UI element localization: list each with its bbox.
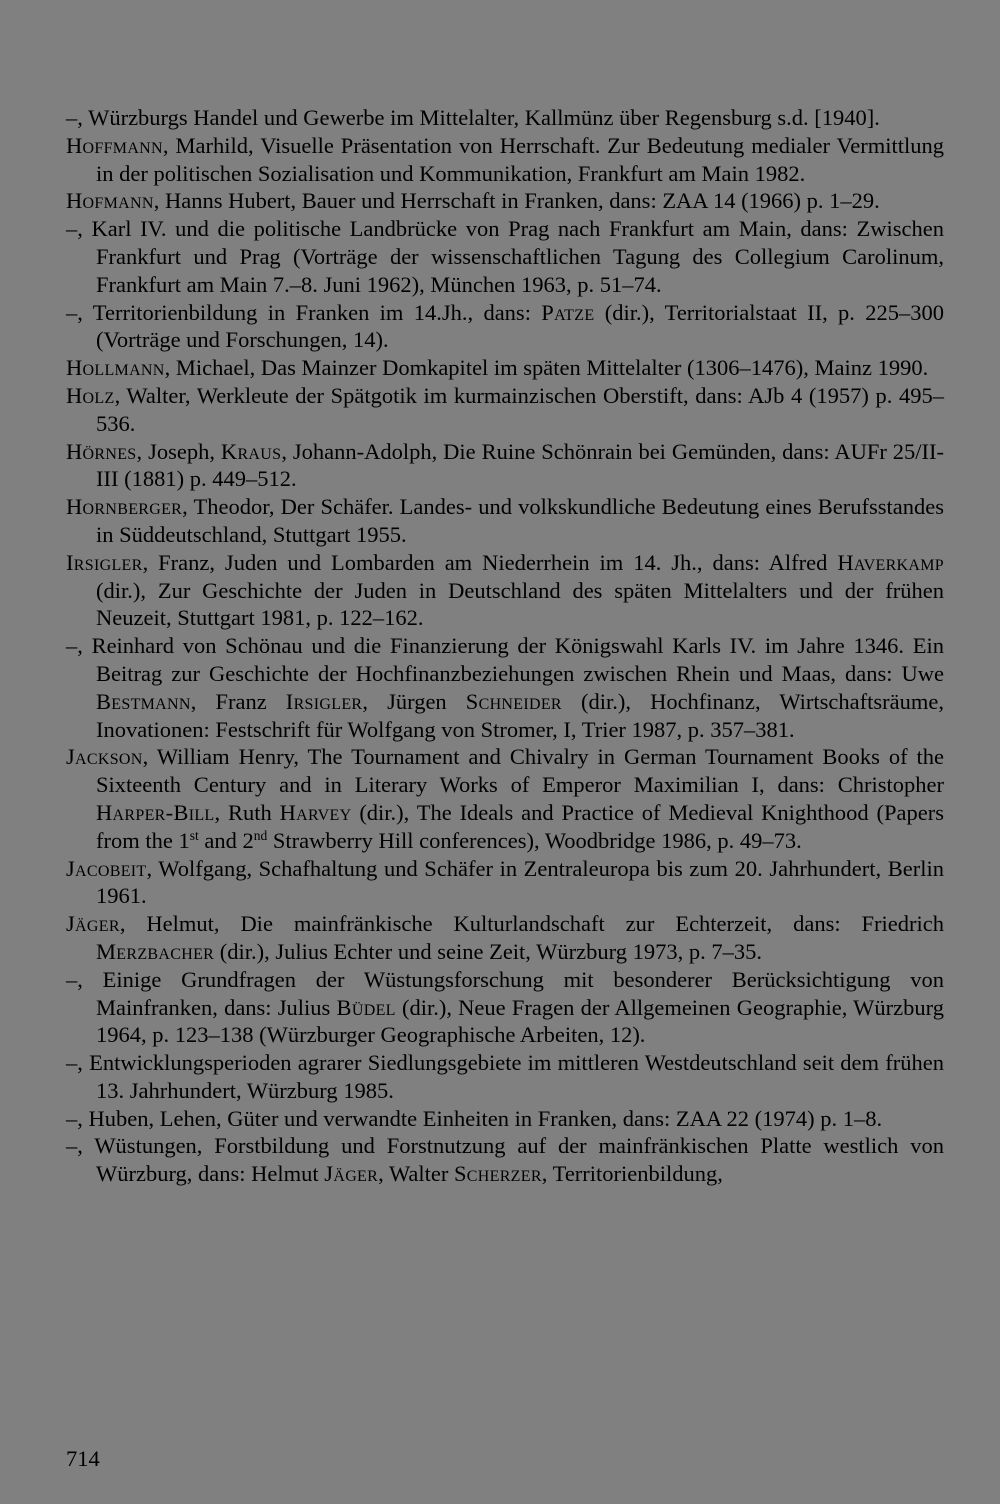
author-surname: Jäger (66, 911, 120, 937)
author-surname: Büdel (336, 994, 396, 1020)
author-surname: Jäger (324, 1161, 379, 1187)
entry-text: , Ruth (214, 799, 280, 825)
author-surname: Schneider (465, 688, 562, 714)
author-surname: Patze (541, 299, 595, 325)
entry-text: –, Territorienbildung in Franken im 14.Jh., dans: (66, 299, 542, 325)
entry-text: , Hanns Hubert, Bauer und Herrschaft in Franken, dans: ZAA 14 (1966) p. 1–29. (153, 188, 880, 214)
entry-text: (dir.), Territorialstaat II, p. 225–300 (Vorträge und Forschungen, 14). (96, 299, 944, 353)
author-surname: Scherzer (453, 1161, 542, 1187)
author-surname: Irsigler (66, 549, 143, 575)
bibliography-entry-entwicklungsperioden (66, 1049, 944, 1105)
entry-text: (dir.), The Ideals and Practice of Medieval Knighthood (Papers from the 1 (96, 799, 944, 853)
entry-text: (dir.), Zur Geschichte der Juden in Deutschland des späten Mittelalters und der frühen Neuzeit, Stuttgart 1981, p. 122–162. (96, 577, 944, 631)
author-surname: Hollmann (66, 355, 165, 381)
bibliography-entry-territorienbildung (66, 299, 944, 355)
entry-text: –, Huben, Lehen, Güter und verwandte Einheiten in Franken, dans: ZAA 22 (1974) p. 1–8. (66, 1105, 883, 1131)
entry-text: –, Wüstungen, Forstbildung und Forstnutzung auf der mainfränkischen Platte westlich von Würzburg, dans: Helmut (66, 1133, 944, 1187)
bibliography-entry-wuestungen-forstbildung (66, 1132, 944, 1188)
author-surname: Hörnes (66, 438, 137, 464)
author-surname: Kraus (220, 438, 282, 464)
superscript: st (189, 827, 199, 843)
bibliography-entry-huben-lehen (66, 1105, 944, 1133)
bibliography-entry-hornberger (66, 493, 944, 549)
entry-text: –, Einige Grundfragen der Wüstungsforschung mit besonderer Berücksichtigung von Mainfranken, dans: Julius (66, 966, 944, 1020)
author-surname: Haverkamp (837, 549, 944, 575)
bibliography-entry-karl-iv (66, 215, 944, 298)
entry-text: and 2 (198, 827, 254, 853)
author-surname: Harper-Bill (96, 799, 215, 825)
entry-text: , Territorienbildung, (541, 1161, 723, 1187)
bibliography-entry-hoernes (66, 438, 944, 494)
entry-text: , Jürgen (362, 688, 466, 714)
author-surname: Holz (66, 382, 115, 408)
author-surname: Harvey (279, 799, 352, 825)
bibliography-entry-wuerzburgs-handel (66, 104, 944, 132)
entry-text: , Walter (378, 1161, 454, 1187)
entry-text: –, Reinhard von Schönau und die Finanzierung der Königswahl Karls IV. im Jahre 1346. Ein Beitrag zur Geschichte der Hochfinanzbeziehungen zwischen Rhein und Maas, dans: Uwe (66, 633, 944, 686)
bibliography-entry-einige-grundfragen (66, 966, 944, 1049)
entry-text: , Joseph, (136, 438, 221, 464)
superscript: nd (253, 827, 268, 843)
entry-text: , Marhild, Visuelle Präsentation von Herrschaft. Zur Bedeutung medialer Vermittlung in der politischen Sozialisation und Kommunikation, Frankfurt am Main 1982. (96, 132, 944, 186)
entry-text: (dir.), Julius Echter und seine Zeit, Würzburg 1973, p. 7–35. (214, 938, 762, 964)
entry-text: , Helmut, Die mainfränkische Kulturlandschaft zur Echterzeit, dans: Friedrich (119, 911, 944, 937)
entry-text: (dir.), Neue Fragen der Allgemeinen Geographie, Würzburg 1964, p. 123–138 (Würzburger Geographische Arbeiten, 12). (96, 994, 944, 1048)
entry-text: , Walter, Werkleute der Spätgotik im kurmainzischen Oberstift, dans: AJb 4 (1957) p. 495–536. (96, 382, 944, 436)
bibliography-entry-hollmann (66, 354, 944, 382)
bibliography-entry-holz (66, 382, 944, 438)
entry-text: , Wolfgang, Schafhaltung und Schäfer in Zentraleuropa bis zum 20. Jahrhundert, Berlin 1961. (96, 855, 944, 909)
entry-text: , William Henry, The Tournament and Chivalry in German Tournament Books of the Sixteenth Century and in Literary Works of Emperor Maximilian I, dans: Christopher (96, 744, 944, 798)
bibliography-list (66, 104, 944, 1188)
author-surname: Hofmann (66, 188, 154, 214)
entry-text: (dir.), Hochfinanz, Wirtschaftsräume, Inovationen: Festschrift für Wolfgang von Stromer, I, Trier 1987, p. 357–381. (96, 688, 944, 742)
bibliography-page (66, 104, 944, 1188)
entry-text: –, Karl IV. und die politische Landbrücke von Prag nach Frankfurt am Main, dans: Zwischen Frankfurt und Prag (Vorträge der wissenschaftlichen Tagung des Collegium Carolinum, Frankfurt am Main 7.–8. Juni 1962), München 1963, p. 51–74. (66, 216, 944, 297)
author-surname: Merzbacher (96, 938, 215, 964)
entry-text: Strawberry Hill conferences), Woodbridge 1986, p. 49–73. (267, 827, 802, 853)
bibliography-entry-reinhard-von-schoenau (66, 632, 944, 743)
entry-text: , Theodor, Der Schäfer. Landes- und volkskundliche Bedeutung eines Berufsstandes in Süddeutschland, Stuttgart 1955. (96, 494, 944, 547)
author-surname: Hoffmann (66, 132, 163, 158)
author-surname: Irsigler (285, 688, 363, 714)
entry-text: , Michael, Das Mainzer Domkapitel im späten Mittelalter (1306–1476), Mainz 1990. (164, 355, 929, 381)
bibliography-entry-jackson (66, 743, 944, 854)
bibliography-entry-irsigler-juden (66, 549, 944, 632)
entry-text: , Franz (190, 688, 286, 714)
author-surname: Bestmann (96, 688, 191, 714)
entry-text: –, Entwicklungsperioden agrarer Siedlungsgebiete im mittleren Westdeutschland seit dem frühen 13. Jahrhundert, Würzburg 1985. (66, 1050, 944, 1103)
author-surname: Jacobeit (66, 855, 147, 881)
author-surname: Hornberger (66, 494, 183, 520)
page-number: 714 (66, 1446, 100, 1471)
entry-text: , Franz, Juden und Lombarden am Niederrhein im 14. Jh., dans: Alfred (142, 549, 838, 575)
bibliography-entry-jaeger-kulturlandschaft (66, 910, 944, 966)
author-surname: Jackson (66, 744, 143, 770)
bibliography-entry-hofmann-bauer (66, 187, 944, 215)
entry-text: –, Würzburgs Handel und Gewerbe im Mittelalter, Kallmünz über Regensburg s.d. [1940]. (66, 105, 880, 130)
entry-text: , Johann-Adolph, Die Ruine Schönrain bei Gemünden, dans: AUFr 25/II-III (1881) p. 449–512. (96, 438, 944, 492)
bibliography-entry-jacobeit (66, 855, 944, 911)
bibliography-entry-hoffmann (66, 132, 944, 188)
